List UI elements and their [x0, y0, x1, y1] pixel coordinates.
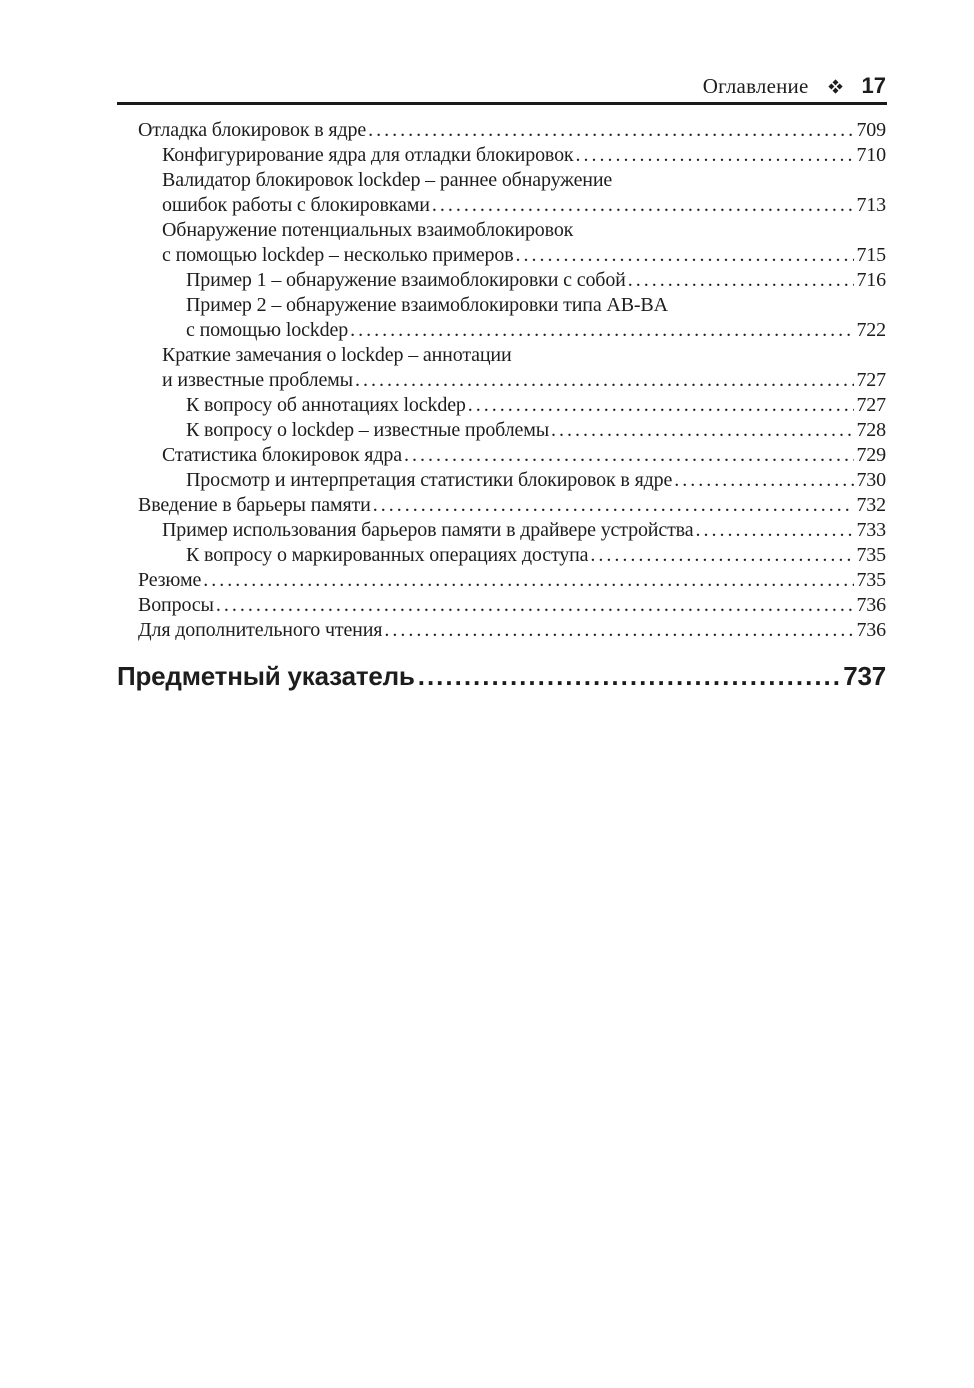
header-title: Оглавление [702, 74, 809, 98]
toc-page-number: 735 [856, 569, 886, 591]
index-entry-title: Предметный указатель [117, 661, 415, 691]
toc-row [138, 118, 886, 143]
toc-entry-title: Пример 1 – обнаружение взаимоблокировки с собой [186, 269, 626, 291]
toc-row [138, 318, 886, 343]
toc-entry-title: К вопросу о lockdep – известные проблемы [186, 419, 550, 441]
toc-list [138, 118, 886, 643]
toc-row [138, 518, 886, 543]
diamond-ornament-icon [828, 79, 843, 94]
dot-leader [468, 393, 855, 418]
dot-leader [384, 618, 854, 643]
toc-page-number: 736 [856, 619, 886, 641]
toc-row [138, 568, 886, 593]
toc-entry-title: Введение в барьеры памяти [138, 494, 371, 516]
toc-row [138, 143, 886, 168]
toc-entry-title: Краткие замечания о lockdep – аннотации [162, 344, 512, 366]
dot-leader [368, 118, 854, 143]
toc-row [138, 468, 886, 493]
toc-page-number: 730 [856, 469, 886, 491]
dot-leader [418, 660, 841, 692]
toc-row [138, 218, 886, 243]
dot-leader [695, 518, 854, 543]
toc-entry-title: с помощью lockdep [186, 319, 349, 341]
toc-entry-title: Пример использования барьеров памяти в драйвере устройства [162, 519, 694, 541]
toc-entry-title: Пример 2 – обнаружение взаимоблокировки типа AB-BA [186, 294, 668, 316]
toc-row [138, 493, 886, 518]
toc-page-number: 710 [856, 144, 886, 166]
toc-row [138, 543, 886, 568]
toc-page-number: 715 [856, 244, 886, 266]
toc-row [138, 268, 886, 293]
toc-page-number: 727 [856, 394, 886, 416]
toc-entry-title: Просмотр и интерпретация статистики блокировок в ядре [186, 469, 673, 491]
toc-page-number: 722 [856, 319, 886, 341]
toc-row [138, 193, 886, 218]
header-rule [117, 102, 887, 105]
dot-leader [516, 243, 855, 268]
toc-row [138, 168, 886, 193]
toc-page-number: 736 [856, 594, 886, 616]
dot-leader [590, 543, 854, 568]
toc-row [138, 368, 886, 393]
toc-row [138, 293, 886, 318]
dot-leader [674, 468, 854, 493]
dot-leader [203, 568, 854, 593]
toc-row [138, 343, 886, 368]
toc-row [138, 243, 886, 268]
toc-row [138, 418, 886, 443]
toc-row [138, 443, 886, 468]
toc-page-number: 713 [856, 194, 886, 216]
index-entry [117, 660, 886, 692]
toc-entry-title: Резюме [138, 569, 202, 591]
toc-row [138, 393, 886, 418]
toc-page-number: 728 [856, 419, 886, 441]
dot-leader [404, 443, 855, 468]
toc-page-number: 716 [856, 269, 886, 291]
toc-entry-title: ошибок работы с блокировками [162, 194, 430, 216]
toc-entry-title: и известные проблемы [162, 369, 353, 391]
header-page-number: 17 [861, 73, 886, 98]
toc-row [138, 593, 886, 618]
toc-entry-title: Валидатор блокировок lockdep – раннее обнаружение [162, 169, 613, 191]
toc-page-number: 709 [856, 119, 886, 141]
toc-page-number: 735 [856, 544, 886, 566]
toc-entry-title: Конфигурирование ядра для отладки блокировок [162, 144, 574, 166]
toc-page-number: 732 [856, 494, 886, 516]
dot-leader [373, 493, 855, 518]
toc-page-number: 727 [856, 369, 886, 391]
toc-entry-title: Статистика блокировок ядра [162, 444, 402, 466]
toc-page-number: 729 [856, 444, 886, 466]
dot-leader [216, 593, 855, 618]
toc-entry-title: Отладка блокировок в ядре [138, 119, 367, 141]
toc-entry-title: Для дополнительного чтения [138, 619, 383, 641]
toc-page-number: 733 [856, 519, 886, 541]
toc-entry-title: К вопросу о маркированных операциях доступа [186, 544, 589, 566]
index-page-number: 737 [843, 661, 886, 691]
dot-leader [628, 268, 855, 293]
dot-leader [576, 143, 855, 168]
running-header [117, 73, 886, 99]
dot-leader [551, 418, 854, 443]
toc-entry-title: Вопросы [138, 594, 214, 616]
toc-entry-title: Обнаружение потенциальных взаимоблокировок [162, 219, 574, 241]
dot-leader [355, 368, 854, 393]
dot-leader [350, 318, 854, 343]
dot-leader [432, 193, 855, 218]
toc-entry-title: с помощью lockdep – несколько примеров [162, 244, 514, 266]
toc-entry-title: К вопросу об аннотациях lockdep [186, 394, 466, 416]
toc-row [138, 618, 886, 643]
